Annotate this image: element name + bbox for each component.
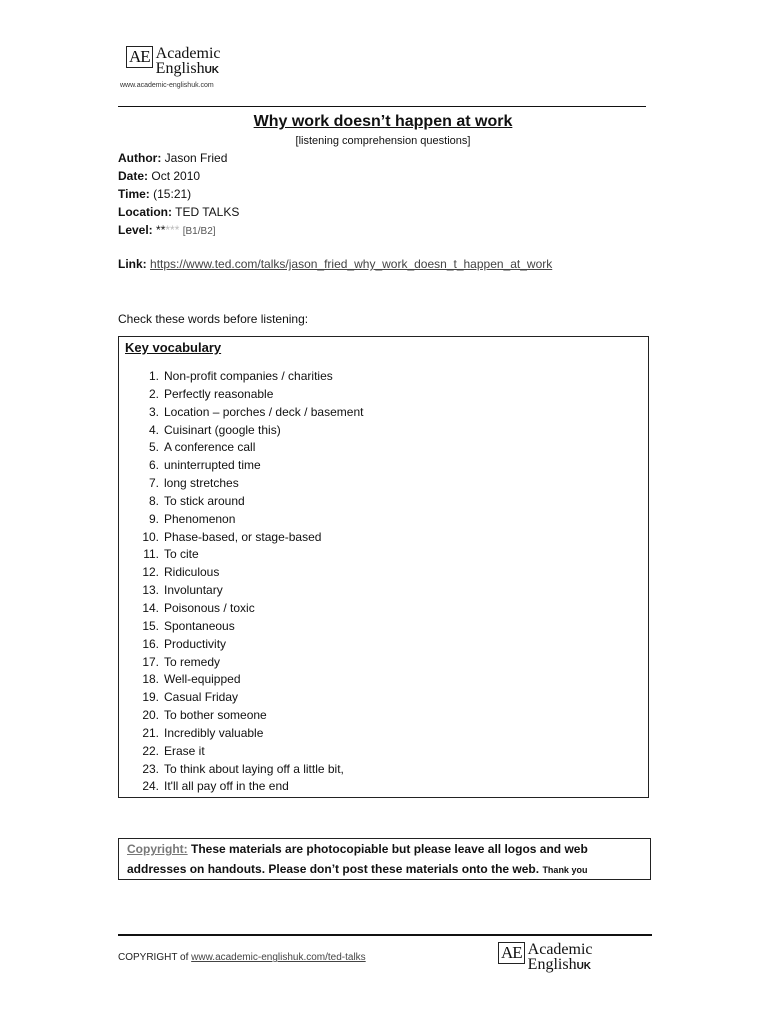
meta-block bbox=[118, 149, 239, 241]
vocabulary-item bbox=[137, 475, 363, 493]
vocabulary-item bbox=[137, 404, 363, 422]
vocabulary-title: Key vocabulary bbox=[125, 340, 222, 355]
vocabulary-item-text: Involuntary bbox=[164, 583, 223, 598]
vocabulary-item bbox=[137, 493, 363, 511]
vocabulary-item-text: It'll all pay off in the end bbox=[164, 779, 289, 794]
logo-english: English bbox=[155, 60, 205, 77]
vocabulary-item-text: To think about laying off a little bit, bbox=[164, 761, 344, 776]
vocabulary-item-text: Phenomenon bbox=[164, 511, 236, 526]
footer-logo-academic: Academic bbox=[527, 941, 593, 958]
vocabulary-item-number: 19. bbox=[142, 690, 159, 705]
vocabulary-item-text: A conference call bbox=[164, 440, 256, 455]
vocabulary-item-text: Cuisinart (google this) bbox=[164, 422, 281, 437]
copyright-thanks: Thank you bbox=[542, 865, 588, 875]
vocabulary-item-number: 22. bbox=[142, 743, 159, 758]
vocabulary-item bbox=[137, 600, 363, 618]
vocabulary-item-number: 5. bbox=[148, 440, 159, 455]
vocabulary-item-text: Phase-based, or stage-based bbox=[164, 529, 322, 544]
vocabulary-item-number: 7. bbox=[148, 476, 159, 491]
vocabulary-item-number: 11. bbox=[143, 547, 159, 562]
vocabulary-item-text: To cite bbox=[164, 547, 199, 562]
footer-link[interactable]: www.academic-englishuk.com/ted-talks bbox=[191, 952, 366, 963]
vocabulary-item-number: 16. bbox=[142, 636, 159, 651]
vocabulary-item bbox=[137, 546, 363, 564]
level-stars-empty: *** bbox=[165, 223, 180, 237]
vocabulary-item bbox=[137, 725, 363, 743]
vocabulary-item-text: Incredibly valuable bbox=[164, 725, 264, 740]
vocabulary-item-number: 12. bbox=[142, 565, 159, 580]
vocabulary-item-text: Location – porches / deck / basement bbox=[164, 404, 364, 419]
vocabulary-item-number: 2. bbox=[148, 386, 159, 401]
footer-divider bbox=[118, 934, 652, 936]
vocabulary-item bbox=[137, 654, 363, 672]
meta-level: Level: ***** [B1/B2] bbox=[118, 223, 216, 237]
vocabulary-item-number: 8. bbox=[148, 493, 159, 508]
vocabulary-item bbox=[137, 439, 363, 457]
vocabulary-item-text: long stretches bbox=[164, 476, 239, 491]
vocabulary-item bbox=[137, 422, 363, 440]
vocabulary-item bbox=[137, 511, 363, 529]
vocabulary-item-number: 17. bbox=[142, 654, 159, 669]
vocabulary-item bbox=[137, 778, 363, 796]
vocabulary-item-text: Productivity bbox=[164, 636, 227, 651]
copyright-box: Copyright: These materials are photocopiable but please leave all logos and web addresses on handouts. Please don’t post these materials onto the web. Thank you bbox=[118, 838, 651, 880]
vocabulary-item-number: 20. bbox=[142, 708, 159, 723]
vocabulary-item-text: Non-profit companies / charities bbox=[164, 369, 333, 383]
page-subtitle: [listening comprehension questions] bbox=[295, 135, 471, 147]
meta-date: Date: Oct 2010 bbox=[118, 169, 201, 183]
ted-talk-link[interactable]: https://www.ted.com/talks/jason_fried_why_work_doesn_t_happen_at_work bbox=[150, 257, 553, 271]
vocabulary-item-text: Erase it bbox=[164, 743, 205, 758]
link-line: Link: https://www.ted.com/talks/jason_fried_why_work_doesn_t_happen_at_work bbox=[118, 257, 553, 271]
vocabulary-item bbox=[137, 689, 363, 707]
level-stars-filled: ** bbox=[156, 223, 166, 237]
logo-uk: UK bbox=[204, 65, 220, 76]
vocabulary-item-text: Casual Friday bbox=[164, 690, 239, 705]
vocabulary-item bbox=[137, 582, 363, 600]
vocabulary-item-number: 10. bbox=[142, 529, 159, 544]
vocabulary-item-text: Well-equipped bbox=[164, 672, 241, 687]
header-divider bbox=[118, 106, 646, 107]
vocabulary-item bbox=[137, 457, 363, 475]
vocabulary-item-text: Perfectly reasonable bbox=[164, 386, 274, 401]
vocabulary-item-number: 9. bbox=[148, 511, 159, 526]
check-instruction: Check these words before listening: bbox=[118, 312, 309, 326]
vocabulary-item-text: To remedy bbox=[164, 654, 221, 669]
header-logo bbox=[126, 46, 221, 78]
footer-copyright: COPYRIGHT of www.academic-englishuk.com/ted-talks bbox=[118, 952, 366, 963]
meta-location: Location: TED TALKS bbox=[118, 205, 240, 219]
vocabulary-item-number: 1. bbox=[148, 369, 159, 383]
logo-ae-mark: AE bbox=[126, 46, 153, 68]
vocabulary-item-number: 18. bbox=[142, 672, 159, 687]
meta-author: Author: Jason Fried bbox=[118, 151, 228, 165]
logo-academic: Academic bbox=[155, 45, 221, 62]
footer-logo-uk: UK bbox=[576, 961, 592, 972]
vocabulary-item-text: To stick around bbox=[164, 493, 245, 508]
page-title: Why work doesn’t happen at work bbox=[253, 113, 513, 130]
vocabulary-item-number: 23. bbox=[142, 761, 159, 776]
vocabulary-item bbox=[137, 529, 363, 547]
footer-logo-english: English bbox=[527, 956, 577, 973]
vocabulary-item bbox=[137, 761, 363, 779]
vocabulary-item-number: 15. bbox=[142, 618, 159, 633]
vocabulary-item bbox=[137, 636, 363, 654]
vocabulary-item bbox=[137, 707, 363, 725]
vocabulary-item-text: Poisonous / toxic bbox=[164, 600, 255, 615]
vocabulary-item-number: 24. bbox=[142, 779, 159, 794]
copyright-label: Copyright: bbox=[127, 842, 188, 856]
vocabulary-item bbox=[137, 368, 363, 386]
vocabulary-list bbox=[137, 368, 363, 796]
vocabulary-box bbox=[118, 336, 649, 798]
vocabulary-item-number: 13. bbox=[142, 583, 159, 598]
vocabulary-item-text: To bother someone bbox=[164, 708, 267, 723]
vocabulary-item-number: 6. bbox=[148, 458, 159, 473]
vocabulary-item-number: 21. bbox=[142, 725, 159, 740]
vocabulary-item bbox=[137, 743, 363, 761]
vocabulary-item bbox=[137, 564, 363, 582]
vocabulary-item-number: 4. bbox=[148, 422, 159, 437]
footer-logo bbox=[498, 942, 593, 974]
vocabulary-item bbox=[137, 386, 363, 404]
vocabulary-item bbox=[137, 671, 363, 689]
meta-time: Time: (15:21) bbox=[118, 187, 192, 201]
vocabulary-item bbox=[137, 618, 363, 636]
vocabulary-item-number: 14. bbox=[142, 600, 159, 615]
header-website: www.academic-englishuk.com bbox=[120, 82, 214, 89]
footer-logo-ae-mark: AE bbox=[498, 942, 525, 964]
level-code: [B1/B2] bbox=[182, 226, 216, 237]
vocabulary-item-text: uninterrupted time bbox=[164, 458, 261, 473]
vocabulary-item-number: 3. bbox=[148, 404, 159, 419]
vocabulary-item-text: Ridiculous bbox=[164, 565, 220, 580]
vocabulary-item-text: Spontaneous bbox=[164, 618, 235, 633]
